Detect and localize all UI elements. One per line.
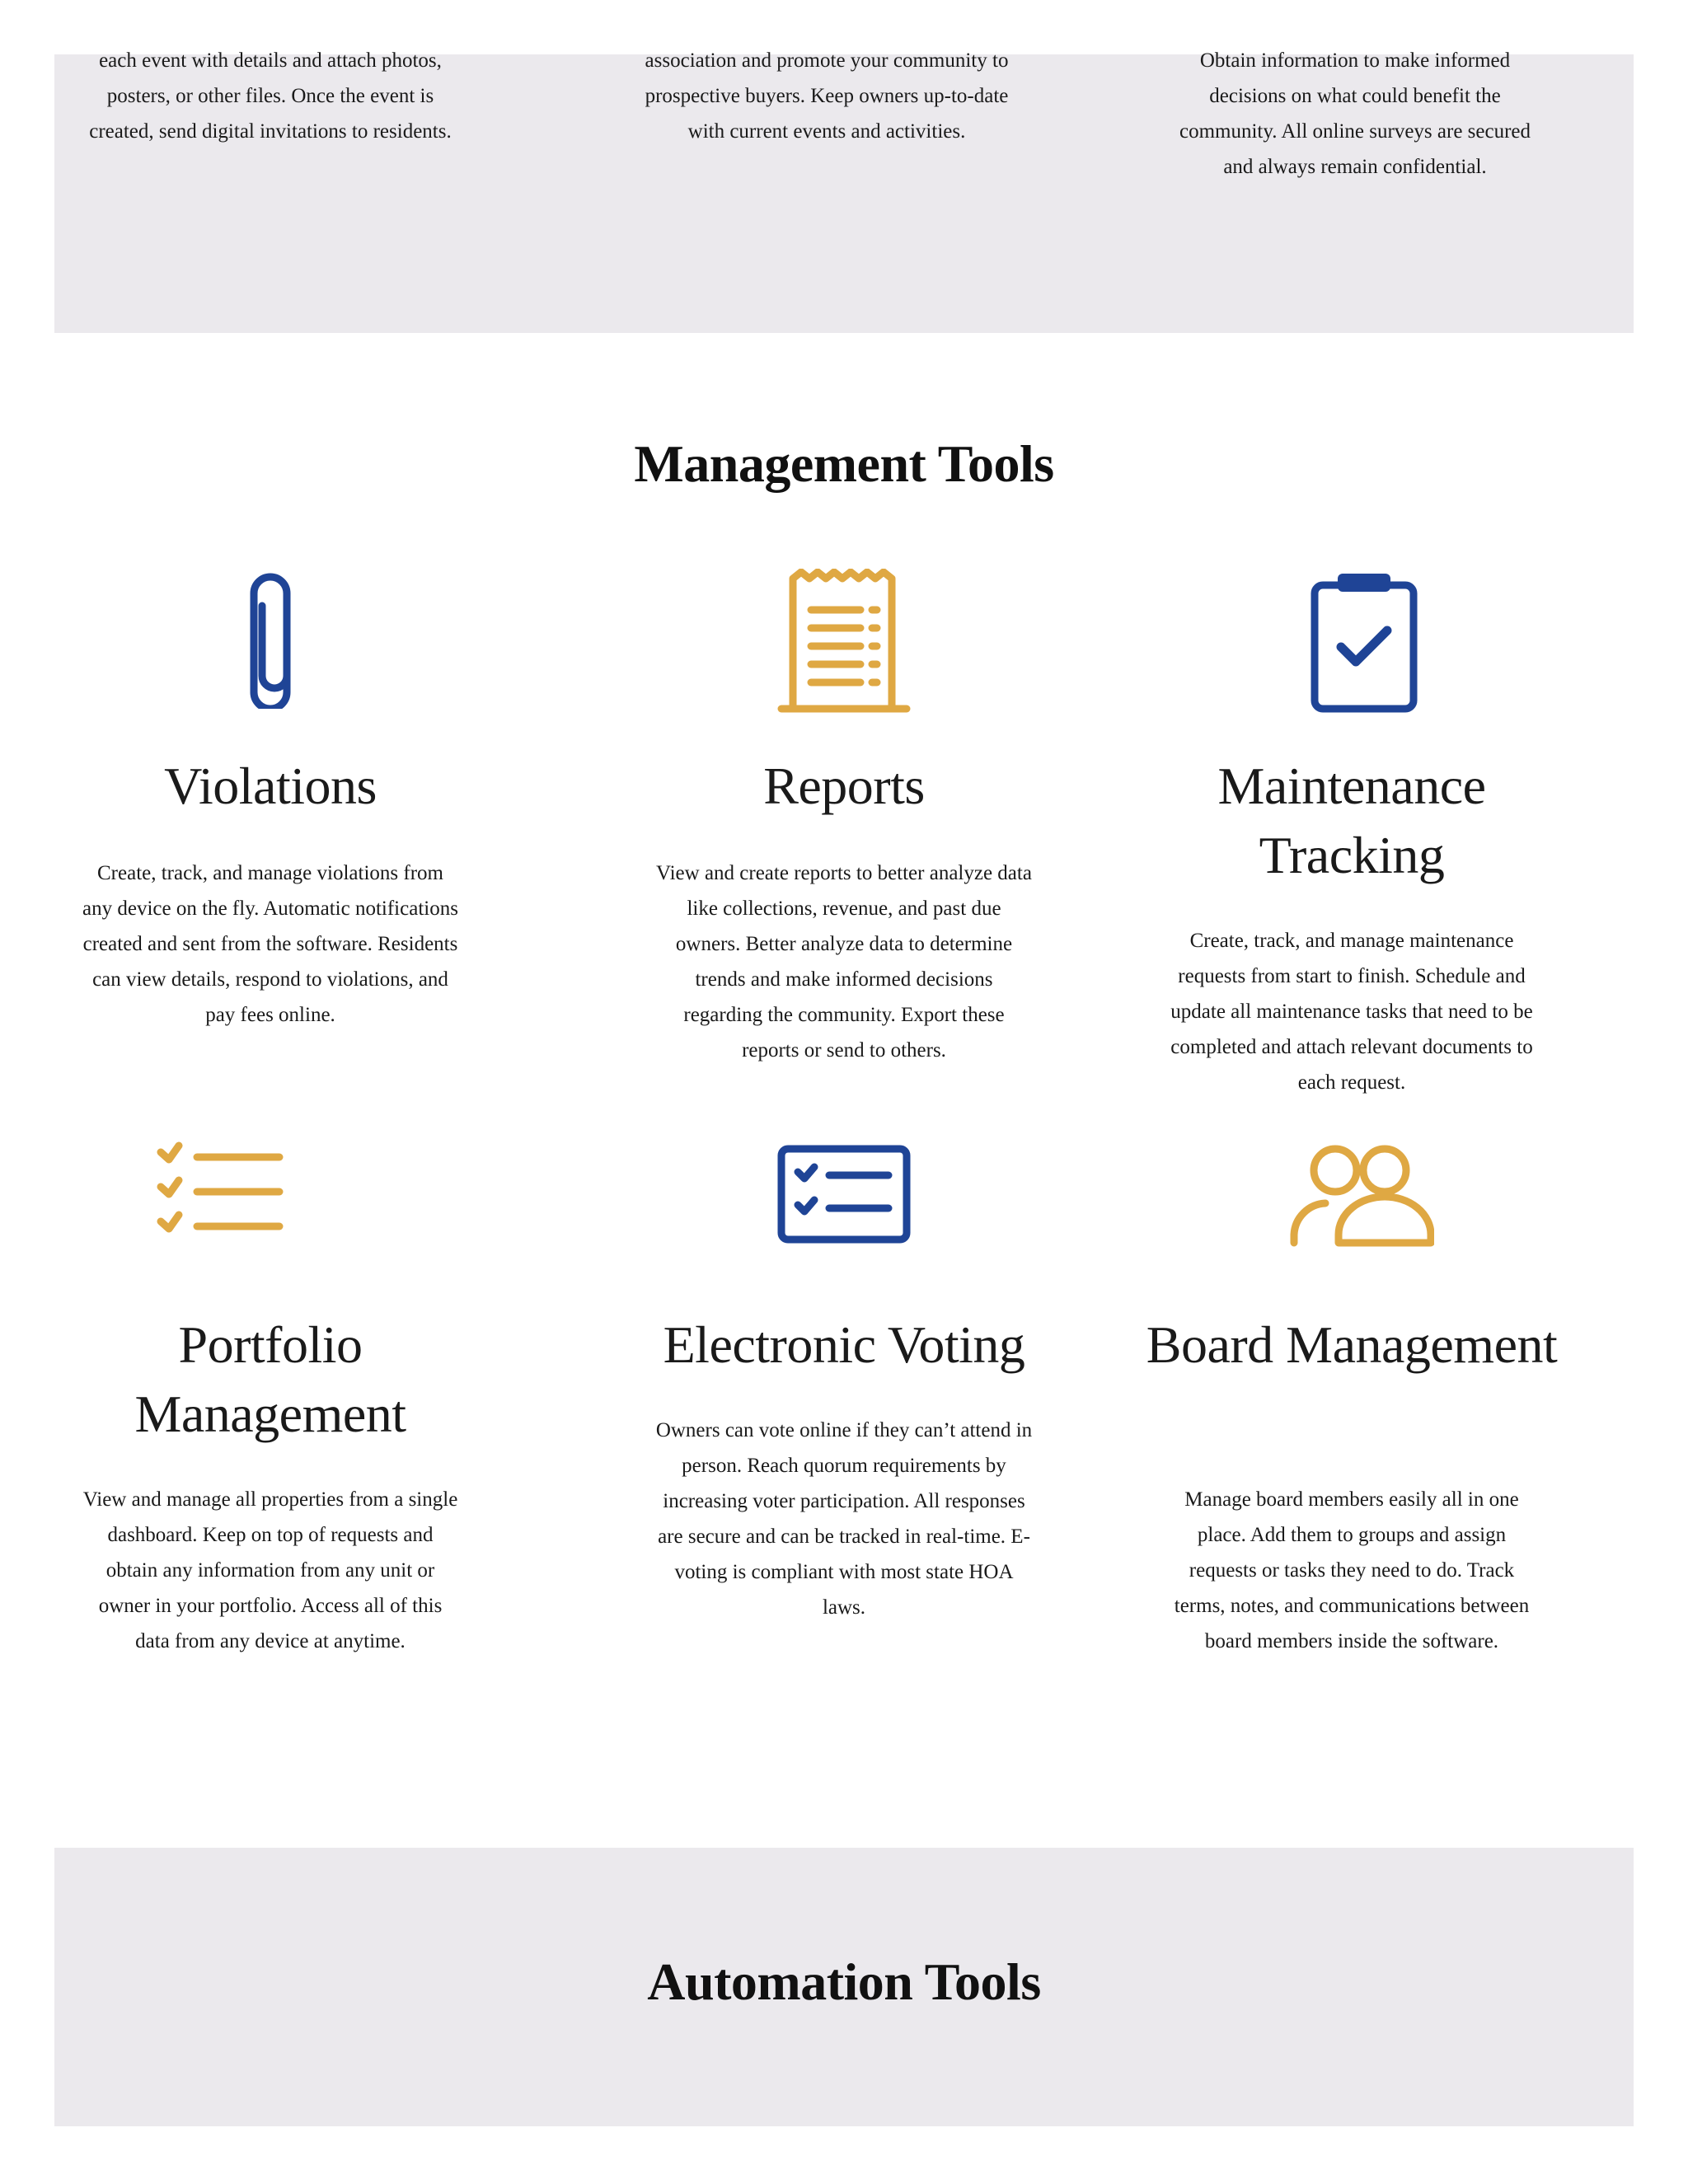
section-title-management-tools: Management Tools <box>634 434 1054 493</box>
feature-title: Reports <box>763 757 925 815</box>
ballot-icon <box>654 1137 1034 1302</box>
paperclip-icon <box>81 569 460 733</box>
section-title-automation-tools: Automation Tools <box>647 1952 1041 2011</box>
feature-title: Board Management <box>1146 1315 1558 1374</box>
feature-title: Electronic Voting <box>663 1315 1025 1374</box>
feature-description-partial: each event with details and attach photos, posters, or other files. Once the event is created, send digital invitations to residents. <box>89 49 452 143</box>
feature-description-partial: association and promote your community to prospective buyers. Keep owners up-to-date with current events and activities. <box>645 49 1009 143</box>
feature-description: View and create reports to better analyze data like collections, revenue, and past due owners. Better analyze data to determine trends and make informed decisions regarding the community. Export these reports or send to others. <box>656 862 1032 1062</box>
feature-description: Manage board members easily all in one place. Add them to groups and assign requests or tasks they need to do. Track terms, notes, and communications between board members inside the software. <box>1174 1488 1530 1652</box>
feature-title: Violations <box>164 757 377 815</box>
checklist-icon <box>81 1137 460 1302</box>
receipt-icon <box>654 569 1034 733</box>
feature-description: Create, track, and manage maintenance requests from start to finish. Schedule and update all maintenance tasks that need to be completed and attach relevant documents to each request. <box>1170 930 1533 1094</box>
users-icon <box>1162 1137 1541 1302</box>
feature-description: Owners can vote online if they can’t attend in person. Reach quorum requirements by increasing voter participation. All responses are secure and can be tracked in real-time. E-voting is compliant with most state HOA laws. <box>655 1419 1033 1619</box>
feature-description-partial: Obtain information to make informed decisions on what could benefit the community. All online surveys are secured and always remain confidential. <box>1179 49 1531 178</box>
feature-title: Maintenance Tracking <box>1217 757 1486 884</box>
feature-title: Portfolio Management <box>134 1315 406 1443</box>
feature-description: Create, track, and manage violations from any device on the fly. Automatic notifications created and sent from the software. Residents can view details, respond to violations, and pay fees online. <box>82 862 458 1026</box>
clipboard-check-icon <box>1162 569 1541 733</box>
feature-description: View and manage all properties from a single dashboard. Keep on top of requests and obtain any information from any unit or owner in your portfolio. Access all of this data from any device at anytime. <box>82 1488 458 1652</box>
previous-section-band <box>54 49 1634 333</box>
